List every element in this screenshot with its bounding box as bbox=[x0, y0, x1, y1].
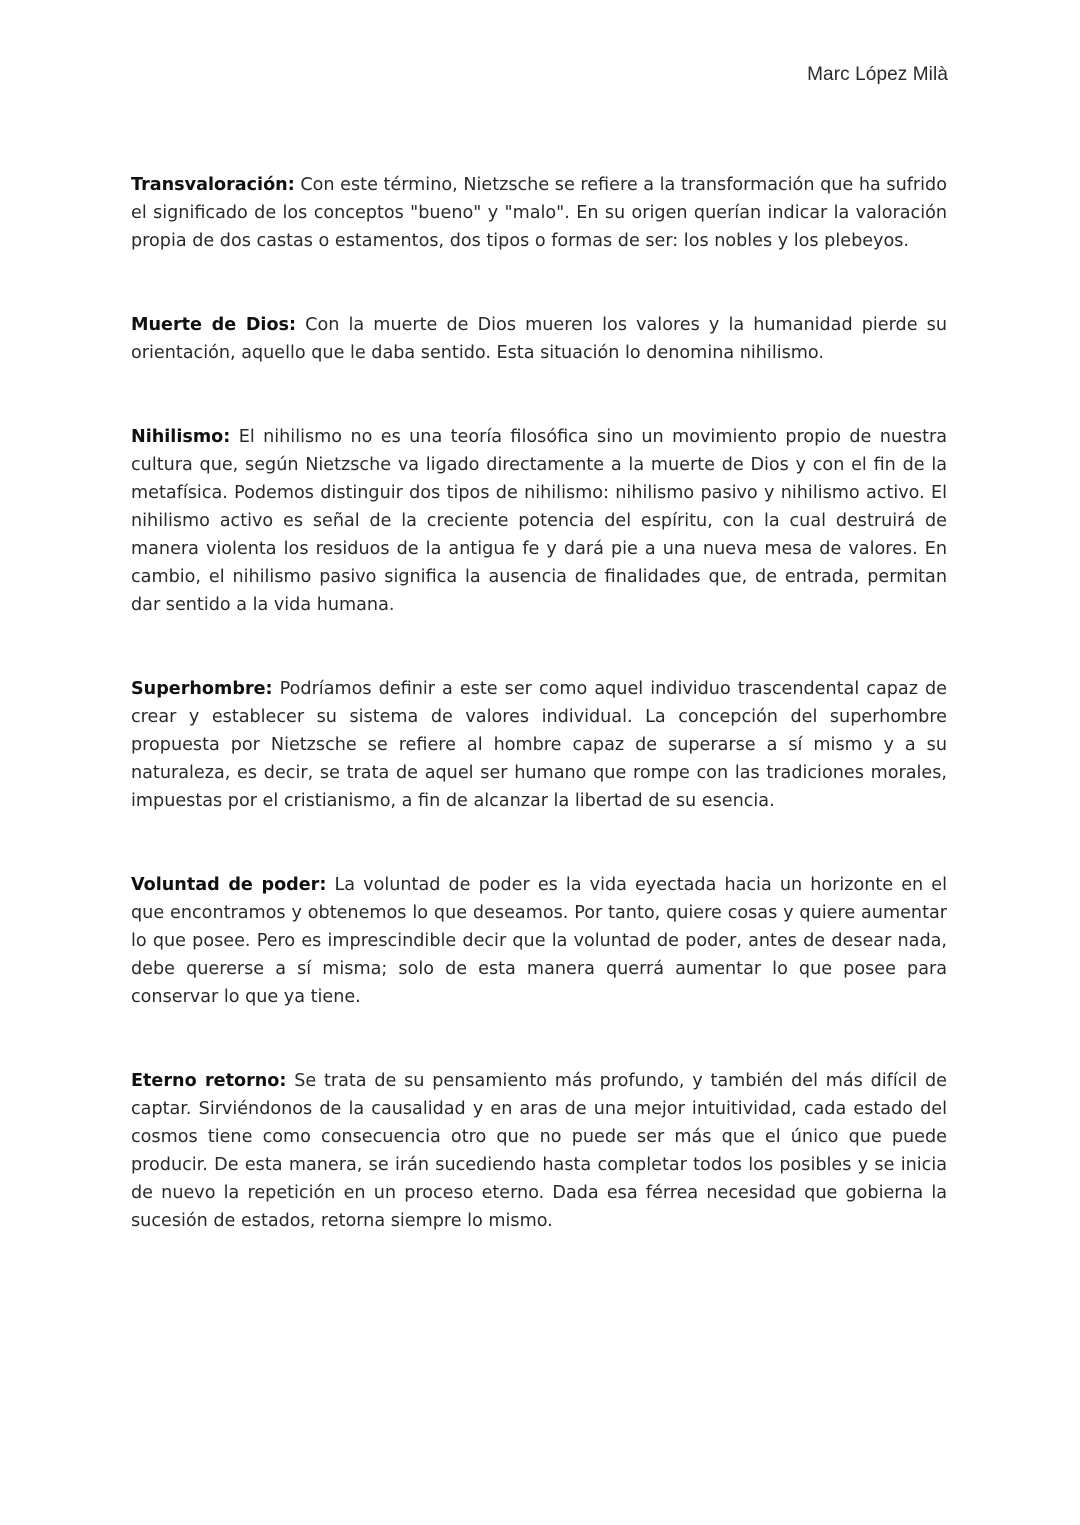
definition-nihilismo: El nihilismo no es una teoría filosófica sino un movimiento propio de nuestra cultura que, según Nietzsche va ligado directamente a la muerte de Dios y con el fin de la metafísica. Podemos distinguir dos tipos de nihilismo: nihilismo pasivo y nihilismo activo. El nihilismo activo es señal de la creciente potencia del espíritu, con la cual destruirá de manera violenta los residuos de la antigua fe y dará pie a una nueva mesa de valores. En cambio, el nihilismo pasivo significa la ausencia de finalidades que, de entrada, permitan dar sentido a la vida humana. bbox=[131, 427, 947, 615]
entry-transvaloracion bbox=[131, 171, 947, 255]
term-superhombre: Superhombre: bbox=[131, 679, 273, 699]
term-nihilismo: Nihilismo: bbox=[131, 427, 231, 447]
entry-nihilismo bbox=[131, 423, 947, 619]
entry-superhombre bbox=[131, 675, 947, 815]
definition-muerte-de-dios: Con la muerte de Dios mueren los valores y la humanidad pierde su orientación, aquello que le daba sentido. Esta situación lo denomina nihilismo. bbox=[131, 315, 947, 363]
author-name: Marc López Milà bbox=[807, 64, 948, 85]
glossary-entries bbox=[131, 171, 947, 1235]
entry-muerte-de-dios bbox=[131, 311, 947, 367]
term-transvaloracion: Transvaloración: bbox=[131, 175, 295, 195]
entry-eterno-retorno bbox=[131, 1067, 947, 1235]
definition-transvaloracion: Con este término, Nietzsche se refiere a la transformación que ha sufrido el significado de los conceptos "bueno" y "malo". En su origen querían indicar la valoración propia de dos castas o estamentos, dos tipos o formas de ser: los nobles y los plebeyos. bbox=[131, 175, 947, 251]
definition-eterno-retorno: Se trata de su pensamiento más profundo, y también del más difícil de captar. Sirviéndonos de la causalidad y en aras de una mejor intuitividad, cada estado del cosmos tiene como consecuencia otro que no puede ser más que el único que puede producir. De esta manera, se irán sucediendo hasta completar todos los posibles y se inicia de nuevo la repetición en un proceso eterno. Dada esa férrea necesidad que gobierna la sucesión de estados, retorna siempre lo mismo. bbox=[131, 1071, 947, 1231]
term-eterno-retorno: Eterno retorno: bbox=[131, 1071, 287, 1091]
term-voluntad-de-poder: Voluntad de poder: bbox=[131, 875, 327, 895]
term-muerte-de-dios: Muerte de Dios: bbox=[131, 315, 297, 335]
definition-superhombre: Podríamos definir a este ser como aquel individuo trascendental capaz de crear y establecer su sistema de valores individual. La concepción del superhombre propuesta por Nietzsche se refiere al hombre capaz de superarse a sí mismo y a su naturaleza, es decir, se trata de aquel ser humano que rompe con las tradiciones morales, impuestas por el cristianismo, a fin de alcanzar la libertad de su esencia. bbox=[131, 679, 947, 811]
definition-voluntad-de-poder: La voluntad de poder es la vida eyectada hacia un horizonte en el que encontramos y obtenemos lo que deseamos. Por tanto, quiere cosas y quiere aumentar lo que posee. Pero es imprescindible decir que la voluntad de poder, antes de desear nada, debe quererse a sí misma; solo de esta manera querrá aumentar lo que posee para conservar lo que ya tiene. bbox=[131, 875, 947, 1007]
entry-voluntad-de-poder bbox=[131, 871, 947, 1011]
